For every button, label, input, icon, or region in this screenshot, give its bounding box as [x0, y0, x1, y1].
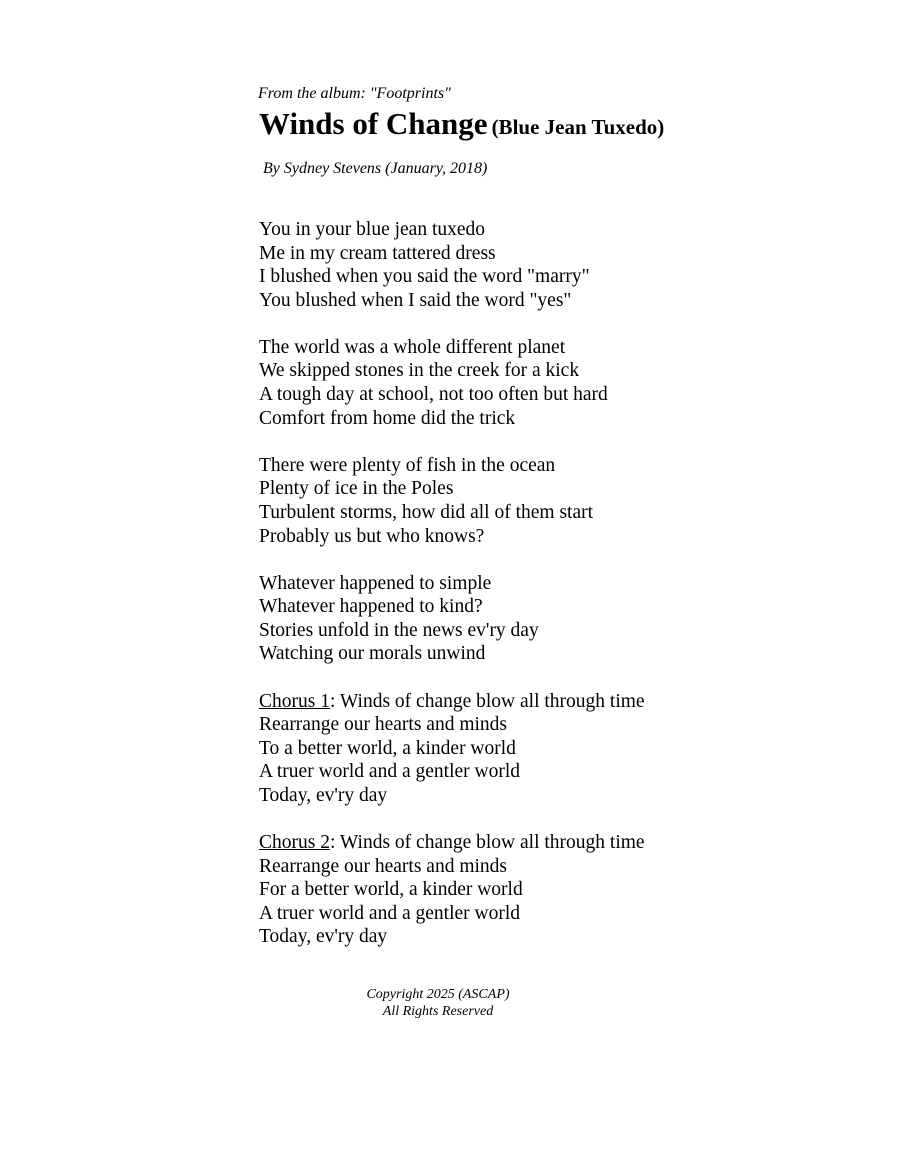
lyric-line: I blushed when you said the word "marry" [259, 266, 590, 288]
lyric-line: A truer world and a gentler world [259, 761, 521, 783]
lyric-line: You in your blue jean tuxedo [259, 219, 486, 240]
lyric-line: The world was a whole different planet [259, 336, 566, 358]
lyric-line: Probably us but who knows? [259, 525, 485, 547]
chorus-first-line [259, 831, 859, 855]
copyright-line: Copyright 2025 (ASCAP) [366, 987, 510, 1002]
song-title-main: Winds of Change [259, 106, 488, 141]
verse-1 [259, 218, 859, 312]
chorus-first-line [259, 690, 859, 714]
lyric-line: Rearrange our hearts and minds [259, 714, 507, 736]
chorus-1 [259, 690, 859, 808]
lyric-line: Today, ev'ry day [259, 926, 388, 948]
chorus-2 [259, 831, 859, 949]
lyric-line: We skipped stones in the creek for a kick [259, 360, 580, 382]
verse-2 [259, 336, 859, 430]
verse-3 [259, 454, 859, 548]
lyric-line: There were plenty of fish in the ocean [259, 454, 556, 476]
lyric-line: Watching our morals unwind [259, 643, 486, 665]
lyric-line: For a better world, a kinder world [259, 879, 523, 901]
lyric-line: You blushed when I said the word "yes" [259, 289, 572, 311]
lyric-line: Plenty of ice in the Poles [259, 478, 454, 500]
album-line: From the album: "Footprints" [258, 85, 451, 102]
chorus-first-line-text: : Winds of change blow all through time [329, 831, 645, 853]
lyric-line: Whatever happened to kind? [259, 596, 483, 618]
lyric-line: Comfort from home did the trick [259, 407, 516, 429]
lyric-line: Whatever happened to simple [259, 572, 492, 594]
copyright-notice [300, 987, 576, 1020]
lyric-line: Me in my cream tattered dress [259, 242, 496, 264]
lyric-line: A tough day at school, not too often but hard [259, 384, 608, 406]
lyric-line: Today, ev'ry day [259, 784, 388, 806]
song-title [259, 104, 664, 150]
byline: By Sydney Stevens (January, 2018) [263, 160, 488, 177]
lyric-line: Rearrange our hearts and minds [259, 855, 507, 877]
lyric-line: A truer world and a gentler world [259, 902, 521, 924]
verse-4 [259, 572, 859, 666]
chorus-first-line-text: : Winds of change blow all through time [329, 690, 645, 712]
rights-line: All Rights Reserved [382, 1003, 494, 1019]
song-title-subtitle: (Blue Jean Tuxedo) [491, 115, 665, 139]
lyric-line: Stories unfold in the news ev'ry day [259, 619, 539, 641]
lyric-line: To a better world, a kinder world [259, 737, 516, 759]
lyrics-body [259, 218, 859, 972]
chorus-label: Chorus 2 [259, 831, 330, 853]
lyric-line: Turbulent storms, how did all of them start [259, 501, 594, 523]
chorus-label: Chorus 1 [259, 690, 330, 712]
